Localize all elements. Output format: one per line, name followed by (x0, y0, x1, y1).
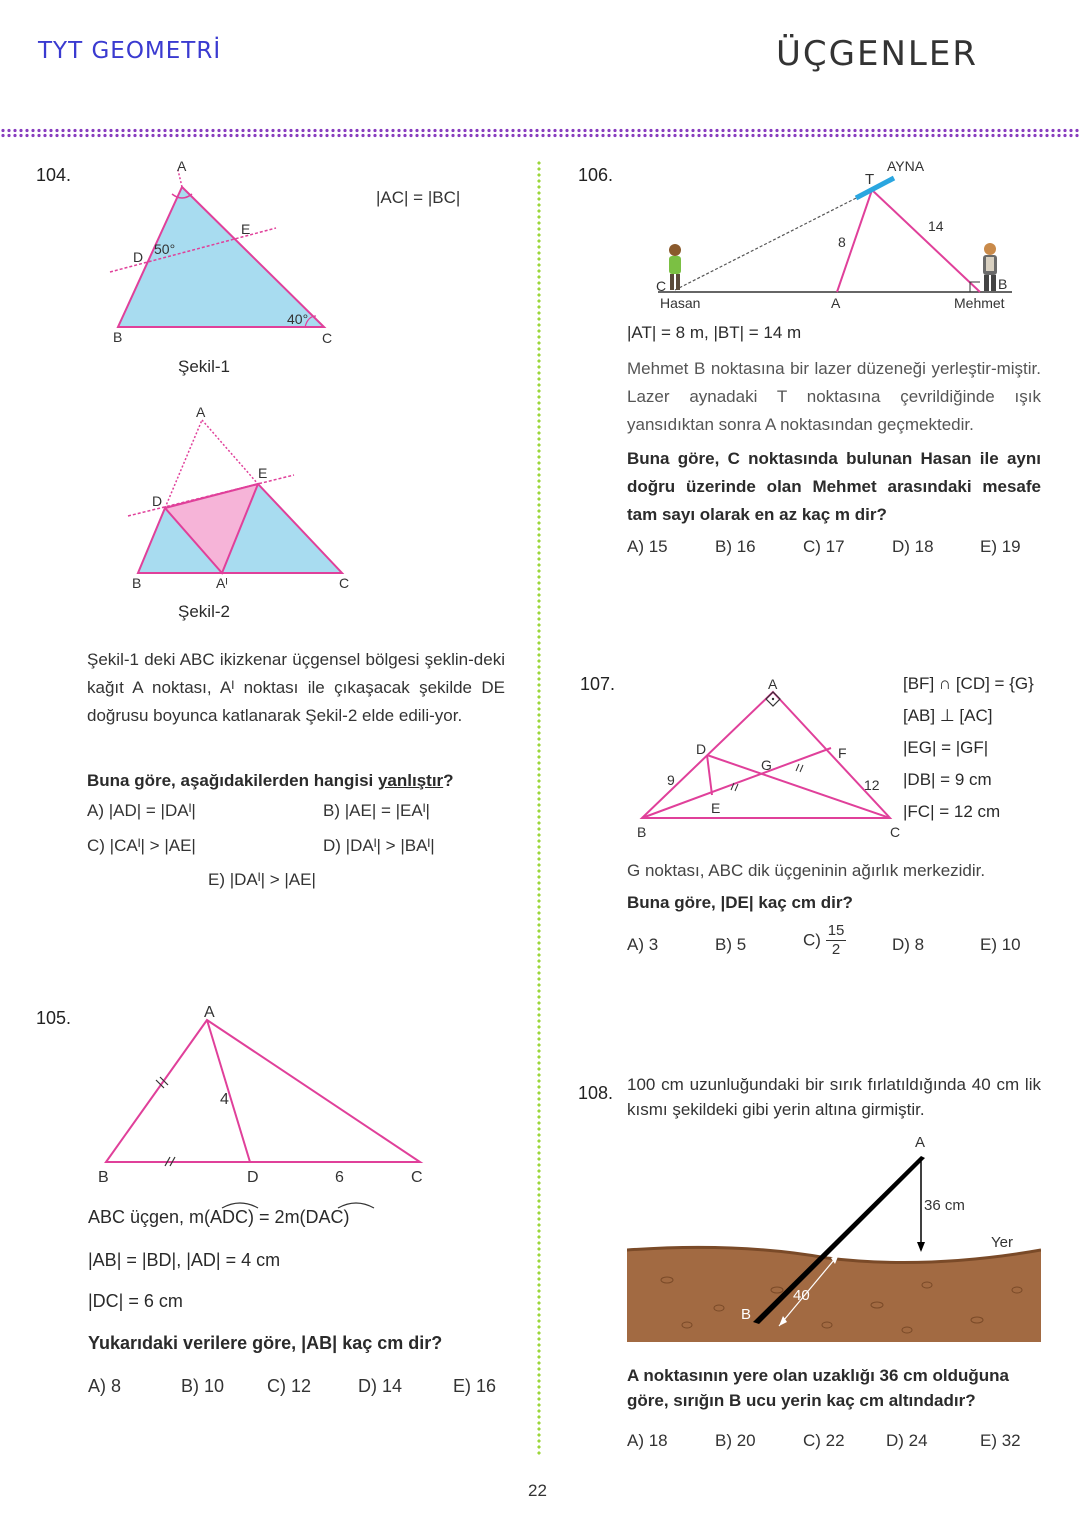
q105-label-c: C (411, 1169, 423, 1186)
q106-label-mehmet: Mehmet (954, 295, 1005, 311)
q106-option-a[interactable]: A) 15 (627, 537, 668, 556)
q107-figure (630, 670, 910, 850)
q106-option-b[interactable]: B) 16 (715, 537, 756, 556)
hasan-person-icon (669, 244, 681, 290)
q107-label-d: D (696, 741, 707, 757)
q104-f1-label-a: A (177, 158, 187, 174)
q107-option-c[interactable]: C) $\frac{15}{2}$ (803, 922, 845, 958)
q108-label-a: A (915, 1134, 926, 1151)
q104-question: Buna göre, aşağıdakilerden hangisi yanlıştır? (87, 771, 454, 790)
q108-label-height: 36 cm (924, 1197, 965, 1214)
q106-option-e[interactable]: E) 19 (980, 537, 1021, 556)
q105-option-b[interactable]: B) 10 (181, 1376, 225, 1396)
q105-option-d[interactable]: D) 14 (358, 1376, 403, 1396)
q107-givens (903, 668, 1034, 828)
q105-option-a[interactable]: A) 8 (88, 1376, 122, 1396)
q104-f2-label-a: A (196, 404, 206, 420)
q107-label-b: B (637, 824, 647, 840)
q107-label-fc: 12 (864, 777, 880, 793)
q107-question: Buna göre, |DE| kaç cm dir? (627, 893, 853, 912)
q107-given-5: |FC| = 12 cm (903, 802, 1001, 821)
q107-given-3: |EG| = |GF| (903, 738, 989, 757)
q104-given: |AC| = |BC| (376, 188, 461, 207)
q107-label-c: C (890, 824, 901, 840)
q104-f1-angle-d: 50° (154, 241, 176, 257)
q104-option-e[interactable]: E) |DAᴵ| > |AE| (208, 870, 316, 889)
q107-label-g: G (761, 757, 772, 773)
q106-option-c[interactable]: C) 17 (803, 537, 845, 556)
dotted-divider (0, 128, 1080, 138)
q106-option-d[interactable]: D) 18 (892, 537, 934, 556)
question-number-108: 108. (578, 1083, 614, 1103)
question-number-105: 105. (36, 1008, 72, 1028)
q104-f2-label-a1: Aᴵ (216, 575, 228, 591)
q104-text: Şekil-1 deki ABC ikizkenar üçgensel bölgesi şeklin-deki kağıt A noktası, Aᴵ noktası ile çıkaşacak şekilde DE doğrusu boyunca katlanarak Şekil-2 elde edili-yor. (87, 650, 505, 725)
q104-f2-label-d: D (152, 493, 163, 509)
subject-title: TYT GEOMETRİ (38, 38, 222, 64)
question-number-106: 106. (578, 165, 614, 185)
q107-option-e[interactable]: E) 10 (980, 935, 1021, 954)
q107-option-d[interactable]: D) 8 (892, 935, 925, 954)
q106-label-at: 8 (838, 234, 846, 250)
q104-fig2-caption: Şekil-2 (178, 602, 230, 621)
q107-label-e: E (711, 800, 721, 816)
q105-arc-marks (220, 1198, 380, 1212)
q104-f1-angle-c: 40° (287, 311, 309, 327)
q105-line-1: ABC üçgen, m(ADC) = 2m(DAC) (88, 1207, 350, 1227)
q107-option-c-fraction: $\frac{15}{2}$ (827, 922, 845, 958)
q108-question: A noktasının yere olan uzaklığı 36 cm olduğuna göre, sırığın B ucu yerin kaç cm altındadır? (627, 1366, 1009, 1410)
q108-option-a[interactable]: A) 18 (627, 1431, 668, 1450)
q104-option-a[interactable]: A) |AD| = |DAᴵ| (87, 801, 196, 820)
mehmet-person-icon (983, 243, 997, 291)
q108-label-under: 40 (793, 1287, 810, 1304)
q105-label-a: A (204, 1004, 215, 1021)
q104-f2-label-e: E (258, 465, 268, 481)
q105-option-c[interactable]: C) 12 (267, 1376, 312, 1396)
q106-label-b: B (998, 276, 1008, 292)
q104-figure-2 (120, 400, 380, 600)
q105-label-b: B (98, 1169, 109, 1186)
q105-question: Yukarıdaki verilere göre, |AB| kaç cm dir? (88, 1333, 443, 1353)
q107-label-f: F (838, 745, 847, 761)
q104-fig1-caption: Şekil-1 (178, 357, 230, 376)
q108-option-e[interactable]: E) 32 (980, 1431, 1021, 1450)
q106-question: Buna göre, C noktasında bulunan Hasan ile aynı doğru üzerinde olan Mehmet arasındaki mesafe tam sayı olarak en az kaç m dir? (627, 449, 1041, 524)
question-number-104: 104. (36, 165, 72, 185)
q104-figure-1 (100, 150, 400, 350)
q107-option-b[interactable]: B) 5 (715, 935, 747, 954)
q108-option-c[interactable]: C) 22 (803, 1431, 845, 1450)
q104-option-c[interactable]: C) |CAᴵ| > |AE| (87, 836, 196, 855)
q106-text: Mehmet B noktasına bir lazer düzeneği yerleştir-miştir. Lazer aynadaki T noktasına çevrildiğinde ışık yansıdıktan sonra A noktasından geçmektedir. (627, 359, 1041, 434)
q105-figure (90, 1000, 440, 1190)
q108-label-b: B (741, 1306, 752, 1323)
q107-option-a[interactable]: A) 3 (627, 935, 659, 954)
page-number: 22 (528, 1481, 547, 1500)
q106-label-c: C (656, 278, 667, 294)
q106-label-t: T (865, 171, 875, 188)
q105-label-d: D (247, 1169, 259, 1186)
q104-f1-label-e: E (241, 221, 251, 237)
column-divider (537, 160, 541, 1455)
q108-option-d[interactable]: D) 24 (886, 1431, 928, 1450)
q105-line-2: |AB| = |BD|, |AD| = 4 cm (88, 1250, 281, 1270)
q104-option-d[interactable]: D) |DAᴵ| > |BAᴵ| (323, 836, 435, 855)
q104-f1-label-d: D (133, 249, 144, 265)
q107-text: G noktası, ABC dik üçgeninin ağırlık merkezidir. (627, 861, 986, 880)
q104-option-b[interactable]: B) |AE| = |EAᴵ| (323, 801, 430, 820)
q105-option-e[interactable]: E) 16 (453, 1376, 497, 1396)
q108-option-b[interactable]: B) 20 (715, 1431, 756, 1450)
q106-label-hasan: Hasan (660, 295, 701, 311)
q108-text: 100 cm uzunluğundaki bir sırık fırlatıldığında 40 cm lik kısmı şekildeki gibi yerin altına girmiştir. (627, 1075, 1041, 1119)
q107-given-4: |DB| = 9 cm (903, 770, 992, 789)
q104-f1-label-b: B (113, 329, 123, 345)
q108-label-ground: Yer (991, 1234, 1013, 1251)
q106-label-bt: 14 (928, 218, 944, 234)
q104-f2-label-b: B (132, 575, 142, 591)
q106-mirror-label: AYNA (887, 158, 925, 174)
q104-f2-label-c: C (339, 575, 350, 591)
q105-label-dc: 6 (335, 1169, 344, 1186)
q107-given-1: [BF] ∩ [CD] = {G} (903, 674, 1034, 693)
chapter-title: ÜÇGENLER (776, 34, 978, 74)
question-number-107: 107. (580, 674, 616, 694)
q106-figure (640, 150, 1040, 320)
q104-f1-label-c: C (322, 330, 333, 346)
q105-line-3: |DC| = 6 cm (88, 1291, 183, 1311)
q106-label-a: A (831, 295, 841, 311)
q106-given: |AT| = 8 m, |BT| = 14 m (627, 323, 802, 342)
q108-figure (627, 1130, 1041, 1345)
q105-label-ad: 4 (220, 1091, 229, 1108)
q107-label-a: A (768, 676, 778, 692)
q107-label-db: 9 (667, 772, 675, 788)
q107-given-2: [AB] ⊥ [AC] (903, 706, 993, 725)
